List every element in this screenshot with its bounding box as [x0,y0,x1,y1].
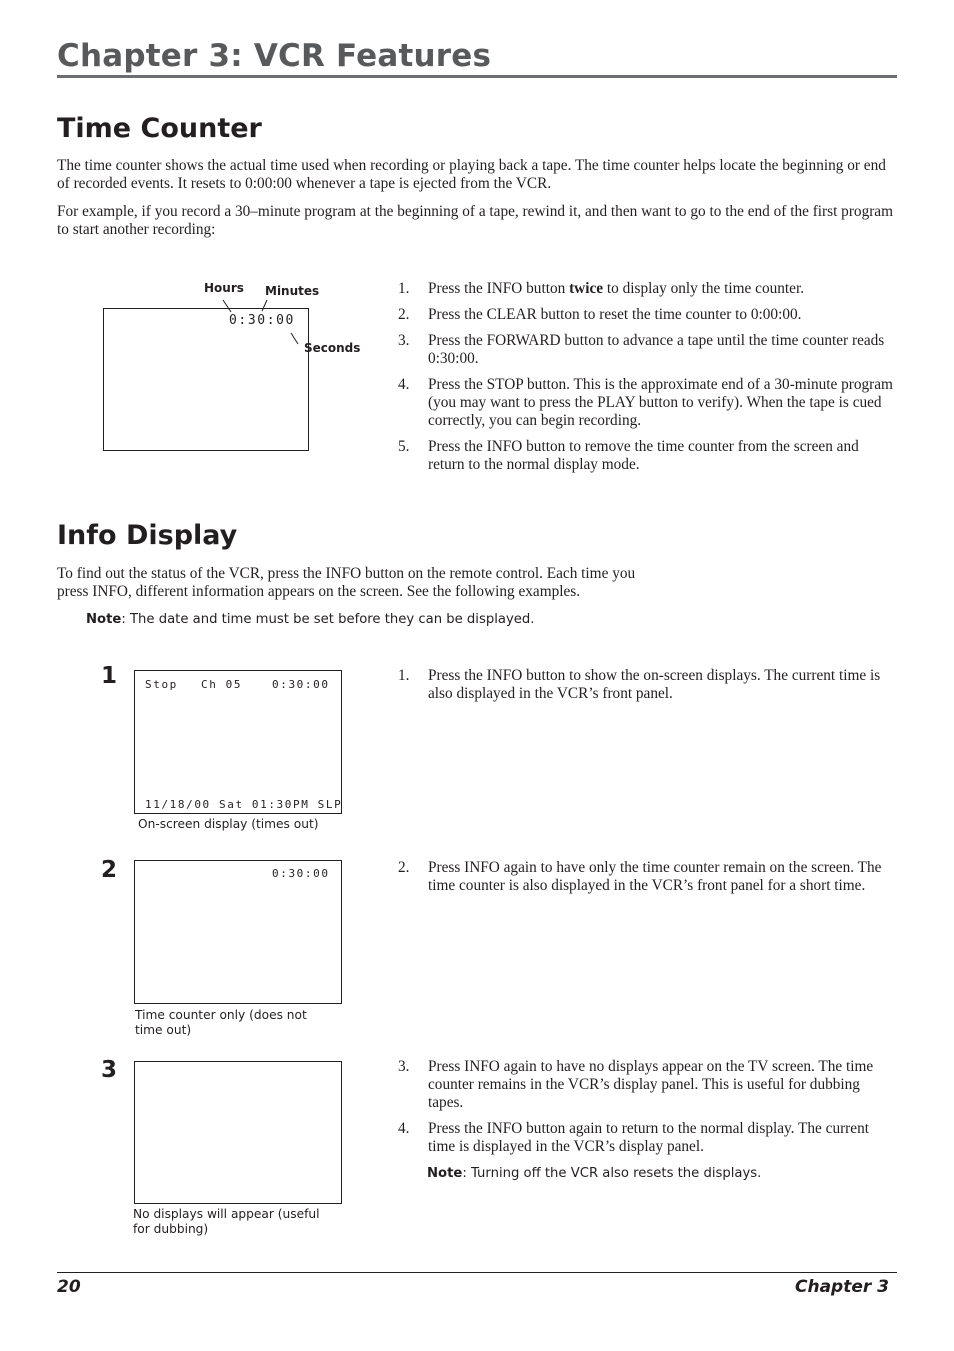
osd-counter: 0:30:00 [272,867,330,880]
list-item [398,438,894,474]
footer-rule [57,1272,897,1273]
time-counter-diagram [100,278,370,458]
step-text: Press the CLEAR button to reset the time counter to 0:00:00. [428,306,802,323]
info-display-note [86,612,534,627]
step-number: 2. [398,306,410,323]
example-3-note [427,1166,761,1181]
tv-screen-example-1 [134,670,342,814]
note-label: Note [427,1166,463,1181]
chapter-title: Chapter 3: VCR Features [57,38,492,74]
step-number: 1. [398,280,410,297]
example-1-steps [398,667,894,711]
step-text: Press the INFO button again to return to the normal display. The current time is displayed in the VCR’s display panel. [428,1120,869,1155]
step-text: Press INFO again to have no displays appear on the TV screen. The time counter remains in the VCR’s display panel. This is useful for dubbing tapes. [428,1058,874,1111]
step-number: 1. [398,667,410,684]
time-counter-intro: The time counter shows the actual time used when recording or playing back a tape. The time counter helps locate the beginning or end of recorded events. It resets to 0:00:00 whenever a tape is ejected from the VCR. [57,157,886,192]
seconds-label: Seconds [304,341,361,355]
osd-counter: 0:30:00 [272,678,330,691]
step-number: 4. [398,376,410,393]
example-3-steps [398,1058,894,1164]
tv-screen-example-2 [134,860,342,1004]
list-item [398,332,894,368]
info-display-heading: Info Display [57,520,238,551]
step-text: Press the INFO button to show the on-screen displays. The current time is also displayed in the VCR’s front panel. [428,667,881,702]
step-text-bold: twice [569,280,604,297]
step-number: 5. [398,438,410,455]
time-counter-steps [398,280,894,482]
intro-line-2: press INFO, different information appears on the screen. See the following examples. [57,583,581,600]
callout-lines [100,278,370,458]
note-text: : Turning off the VCR also resets the displays. [462,1166,762,1181]
info-display-intro [57,565,757,601]
hours-callout-line [223,300,231,312]
list-item [398,1120,894,1156]
note-label: Note [86,612,122,627]
hours-label: Hours [204,281,244,295]
time-counter-heading: Time Counter [57,113,262,144]
list-item [398,1058,894,1112]
page-number: 20 [57,1277,81,1297]
step-number: 4. [398,1120,410,1137]
tv-screen-example-3 [134,1061,342,1204]
example-3-caption: No displays will appear (useful for dubbing) [133,1207,320,1236]
list-item [398,667,894,703]
time-counter-example: For example, if you record a 30–minute program at the beginning of a tape, rewind it, and then want to go to the end of the first program to start another recording: [57,203,893,238]
step-text-pre: Press the INFO button [428,280,570,297]
step-number: 3. [398,1058,410,1075]
step-text: Press the FORWARD button to advance a tape until the time counter reads 0:30:00. [428,332,885,367]
list-item [398,280,894,298]
minutes-label: Minutes [265,284,320,298]
intro-line-1: To find out the status of the VCR, press the INFO button on the remote control. Each time you [57,565,636,582]
title-rule [57,75,897,78]
step-number: 3. [398,332,410,349]
osd-date-time: 11/18/00 Sat 01:30PM SLP [145,798,343,811]
seconds-callout-line [291,333,298,344]
example-2-caption: Time counter only (does not time out) [135,1008,307,1037]
footer-chapter: Chapter 3 [794,1277,889,1297]
minutes-callout-line [262,300,267,311]
osd-status: Stop [145,678,178,691]
example-number-1: 1 [101,663,118,689]
list-item [398,306,894,324]
step-number: 2. [398,859,410,876]
step-text-post: to display only the time counter. [603,280,805,297]
step-text: Press INFO again to have only the time counter remain on the screen. The time counter is also displayed in the VCR’s front panel for a short time. [428,859,882,894]
step-text: Press the STOP button. This is the approximate end of a 30-minute program (you may want to press the PLAY button to verify). When the tape is cued correctly, you can begin recording. [428,376,893,429]
example-number-3: 3 [101,1057,118,1083]
counter-readout: 0:30:00 [229,313,295,328]
osd-channel: Ch 05 [201,678,243,691]
list-item [398,376,894,430]
step-text: Press the INFO button to remove the time counter from the screen and return to the normal display mode. [428,438,859,473]
note-text: : The date and time must be set before they can be displayed. [121,612,535,627]
example-1-caption: On-screen display (times out) [138,817,319,831]
example-number-2: 2 [101,857,118,883]
example-2-steps [398,859,894,903]
list-item [398,859,894,895]
